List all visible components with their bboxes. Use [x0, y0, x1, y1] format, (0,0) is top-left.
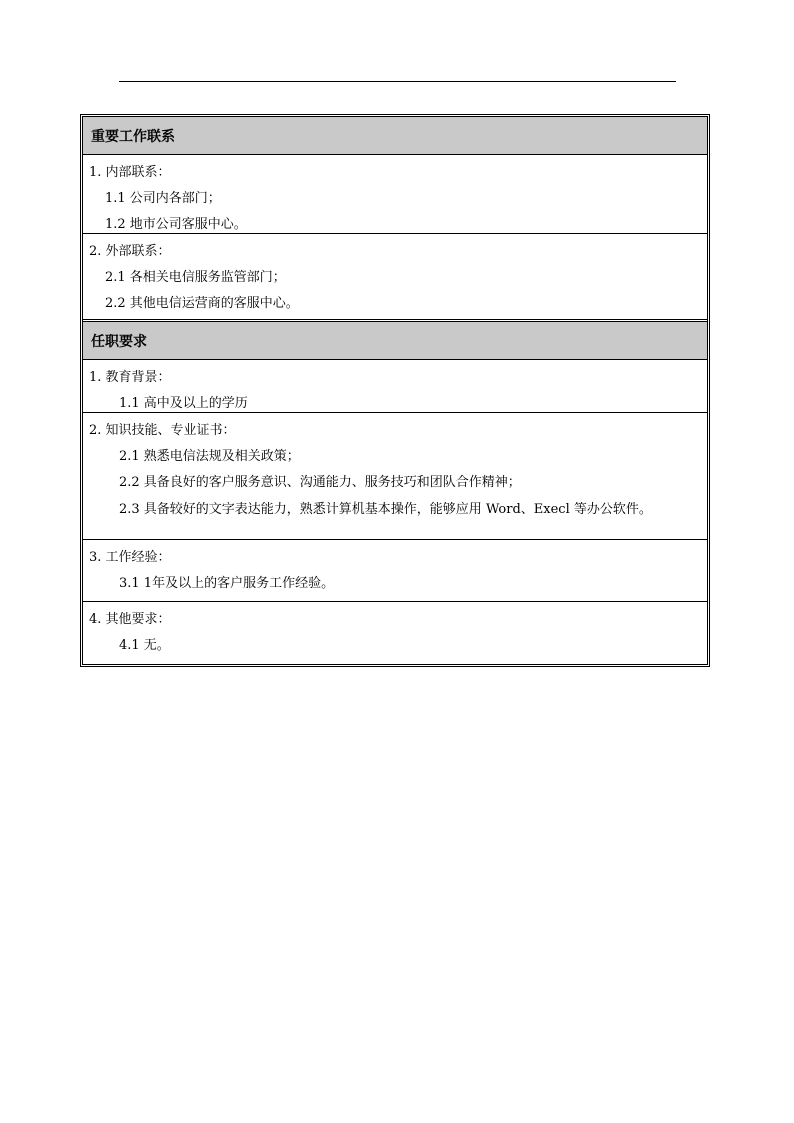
- block-heading: 4. 其他要求：: [89, 612, 171, 627]
- external-relations-block: [83, 234, 707, 319]
- list-item: 2.1 熟悉电信法规及相关政策；: [119, 449, 300, 464]
- other-requirements-block: [83, 602, 707, 664]
- header-rule: [119, 81, 676, 82]
- internal-relations-block: [83, 155, 707, 234]
- section-header-work-relations: [83, 117, 707, 155]
- block-heading: 3. 工作经验：: [89, 550, 171, 565]
- list-item: 2.1 各相关电信服务监管部门；: [105, 270, 286, 285]
- block-heading: 2. 知识技能、专业证书：: [89, 423, 236, 438]
- experience-block: [83, 540, 707, 602]
- list-item: 3.1 1年及以上的客户服务工作经验。: [119, 576, 335, 591]
- list-item: 1.1 公司内各部门；: [105, 191, 221, 206]
- block-heading: 2. 外部联系：: [89, 244, 171, 259]
- block-heading: 1. 教育背景：: [89, 370, 171, 385]
- education-block: [83, 360, 707, 413]
- block-heading: 1. 内部联系：: [89, 165, 171, 180]
- list-item: 2.2 具备良好的客户服务意识、沟通能力、服务技巧和团队合作精神；: [119, 475, 521, 490]
- job-description-table: [80, 114, 710, 667]
- list-item: 1.1 高中及以上的学历: [119, 396, 248, 411]
- section-title: 任职要求: [91, 333, 147, 350]
- list-item: 2.2 其他电信运营商的客服中心。: [105, 296, 299, 311]
- list-item: 2.3 具备较好的文字表达能力，熟悉计算机基本操作，能够应用 Word、Execl 等办公软件。: [119, 502, 652, 517]
- list-item: 1.2 地市公司客服中心。: [105, 217, 247, 232]
- section-title: 重要工作联系: [91, 128, 175, 145]
- section-header-requirements: [83, 322, 707, 360]
- skills-block: [83, 413, 707, 540]
- list-item: 4.1 无。: [119, 638, 170, 653]
